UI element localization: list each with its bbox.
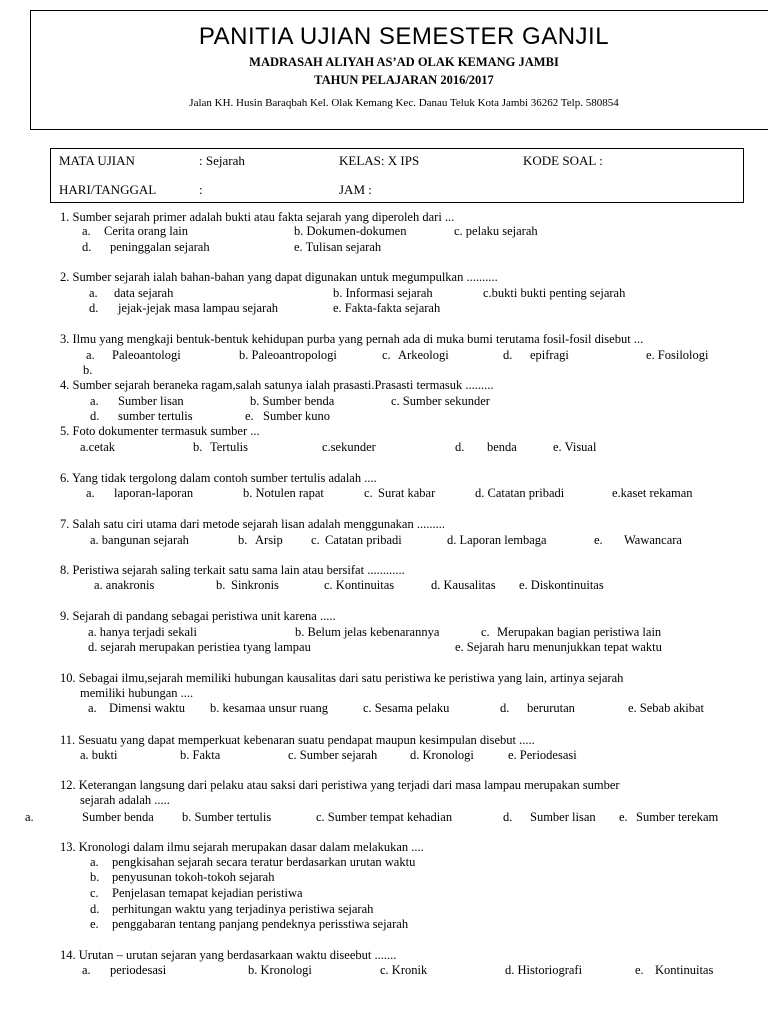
option: d.	[455, 440, 465, 454]
question-8-stem: 8. Peristiwa sejarah saling terkait satu sama lain atau bersifat ............	[60, 563, 405, 577]
option: penyusunan tokoh-tokoh sejarah	[112, 870, 275, 884]
exam-header-box	[30, 10, 768, 130]
option: Kontinuitas	[655, 963, 714, 977]
option: Sumber benda	[82, 810, 154, 824]
option: c. Sesama pelaku	[363, 701, 450, 715]
option: d. Kronologi	[410, 748, 474, 762]
option: Arkeologi	[398, 348, 449, 362]
question-10-stem: 10. Sebagai ilmu,sejarah memiliki hubungan kausalitas dari satu peristiwa ke peristiwa yang lain, artinya sejarah	[60, 671, 624, 685]
question-1-stem: 1. Sumber sejarah primer adalah bukti atau fakta sejarah yang diperoleh dari ...	[60, 210, 455, 224]
exam-info-box	[50, 148, 744, 203]
option: d.	[500, 701, 510, 715]
date-value: :	[199, 182, 203, 197]
option: d. Kausalitas	[431, 578, 496, 592]
option: d.	[89, 301, 99, 315]
option: Cerita orang lain	[104, 224, 188, 238]
option: c. Sumber sejarah	[288, 748, 378, 762]
option: Sinkronis	[231, 578, 279, 592]
option: perhitungan waktu yang terjadinya peristiwa sejarah	[112, 902, 374, 916]
option: c.	[481, 625, 490, 639]
option: jejak-jejak masa lampau sejarah	[118, 301, 278, 315]
question-13-stem: 13. Kronologi dalam ilmu sejarah merupakan dasar dalam melakukan ....	[60, 840, 424, 854]
option: e. Fakta-fakta sejarah	[333, 301, 441, 315]
option: e.	[619, 810, 628, 824]
option: b. Paleoantropologi	[239, 348, 337, 362]
option: d.	[90, 902, 100, 916]
option: a.	[82, 963, 91, 977]
option: e.	[635, 963, 644, 977]
option: laporan-laporan	[114, 486, 194, 500]
option: Sumber lisan	[530, 810, 596, 824]
option: a.	[89, 286, 98, 300]
option: e.kaset rekaman	[612, 486, 693, 500]
option: e.	[594, 533, 603, 547]
option: e.	[245, 409, 254, 423]
option: e. Sejarah haru menunjukkan tepat waktu	[455, 640, 662, 654]
option: periodesasi	[110, 963, 167, 977]
option: c. Kronik	[380, 963, 428, 977]
subject-label: MATA UJIAN	[59, 153, 135, 168]
option: e. Tulisan sejarah	[294, 240, 382, 254]
option: c.	[90, 886, 99, 900]
question-3-stem: 3. Ilmu yang mengkaji bentuk-bentuk kehidupan purba yang pernah ada di muka bumi terutama fosil-fosil disebut ...	[60, 332, 644, 346]
option: Paleoantologi	[112, 348, 181, 362]
school-address: Jalan KH. Husin Baraqbah Kel. Olak Kemang Kec. Danau Teluk Kota Jambi 36262 Telp. 580854	[189, 97, 619, 109]
question-4-stem: 4. Sumber sejarah beraneka ragam,salah satunya ialah prasasti.Prasasti termasuk .........	[60, 378, 494, 392]
question-9-stem: 9. Sejarah di pandang sebagai peristiwa unit karena .....	[60, 609, 336, 623]
option: b.	[193, 440, 203, 454]
time-label: JAM :	[339, 182, 372, 197]
option: b. Notulen rapat	[243, 486, 324, 500]
option: Penjelasan temapat kejadian peristiwa	[112, 886, 303, 900]
date-label: HARI/TANGGAL	[59, 182, 157, 197]
option: a.	[90, 394, 99, 408]
option: d. Catatan pribadi	[475, 486, 565, 500]
option: penggabaran tentang panjang pendeknya perisstiwa sejarah	[112, 917, 409, 931]
header-title: PANITIA UJIAN SEMESTER GANJIL	[198, 23, 610, 50]
option: Catatan pribadi	[325, 533, 402, 547]
academic-year: TAHUN PELAJARAN 2016/2017	[314, 73, 494, 87]
option: b. Sumber tertulis	[182, 810, 272, 824]
option: c.bukti bukti penting sejarah	[483, 286, 626, 300]
option: a.	[25, 810, 34, 824]
question-code-label: KODE SOAL :	[523, 153, 603, 168]
option: a.	[82, 224, 91, 238]
option: berurutan	[527, 701, 575, 715]
option: d. sejarah merupakan peristiea tyang lampau	[88, 640, 311, 654]
option: a.	[86, 348, 95, 362]
question-6-stem: 6. Yang tidak tergolong dalam contoh sumber tertulis adalah ....	[60, 471, 377, 485]
option: c.	[311, 533, 320, 547]
option: a.	[88, 701, 97, 715]
option: b. Kronologi	[248, 963, 312, 977]
option: b.	[90, 870, 100, 884]
option: c.sekunder	[322, 440, 376, 454]
option: a.	[90, 855, 99, 869]
option: c.	[364, 486, 373, 500]
question-7-stem: 7. Salah satu ciri utama dari metode sejarah lisan adalah menggunakan .........	[60, 517, 445, 531]
option: b.	[83, 363, 93, 377]
school-name: MADRASAH ALIYAH AS’AD OLAK KEMANG JAMBI	[249, 55, 559, 69]
option: c.	[382, 348, 391, 362]
option: e. Periodesasi	[508, 748, 577, 762]
option: Merupakan bagian peristiwa lain	[497, 625, 662, 639]
question-12-stem-continued: sejarah adalah .....	[80, 793, 170, 807]
option: b. Sumber benda	[250, 394, 335, 408]
option: c. Sumber sekunder	[391, 394, 490, 408]
option: a. bukti	[80, 748, 118, 762]
option: Sumber lisan	[118, 394, 184, 408]
question-14-stem: 14. Urutan – urutan sejaran yang berdasarkaan waktu diseebut .......	[60, 948, 397, 962]
option: peninggalan sejarah	[110, 240, 210, 254]
option: e. Diskontinuitas	[519, 578, 604, 592]
option: d. Historiografi	[505, 963, 583, 977]
question-5-stem: 5. Foto dokumenter termasuk sumber ...	[60, 424, 260, 438]
option: e. Fosilologi	[646, 348, 709, 362]
question-11-stem: 11. Sesuatu yang dapat memperkuat kebenaran suatu pendapat maupun kesimpulan disebut .....	[60, 733, 535, 747]
option: a. bangunan sejarah	[90, 533, 189, 547]
option: a.cetak	[80, 440, 116, 454]
option: d.	[90, 409, 100, 423]
option: a.	[86, 486, 95, 500]
option: Surat kabar	[378, 486, 436, 500]
option: Sumber kuno	[263, 409, 331, 423]
option: c. Sumber tempat kehadian	[316, 810, 453, 824]
question-10-stem-continued: memiliki hubungan ....	[80, 686, 194, 700]
option: b.	[238, 533, 248, 547]
option: data sejarah	[114, 286, 174, 300]
option: Wawancara	[624, 533, 682, 547]
option: Sumber terekam	[636, 810, 719, 824]
option: Tertulis	[210, 440, 249, 454]
option: d.	[82, 240, 92, 254]
option: c. Kontinuitas	[324, 578, 395, 592]
option: d.	[503, 348, 513, 362]
option: sumber tertulis	[118, 409, 193, 423]
option: e. Visual	[553, 440, 597, 454]
option: e.	[90, 917, 99, 931]
option: pengkisahan sejarah secara teratur berdasarkan urutan waktu	[112, 855, 416, 869]
option: b.	[216, 578, 226, 592]
option: d. Laporan lembaga	[447, 533, 547, 547]
option: b. Informasi sejarah	[333, 286, 433, 300]
option: b. kesamaa unsur ruang	[210, 701, 329, 715]
option: epifragi	[530, 348, 569, 362]
option: a. anakronis	[94, 578, 155, 592]
question-2-stem: 2. Sumber sejarah ialah bahan-bahan yang dapat digunakan untuk megumpulkan ..........	[60, 270, 498, 284]
option: b. Fakta	[180, 748, 221, 762]
option: c. pelaku sejarah	[454, 224, 538, 238]
question-12-stem: 12. Keterangan langsung dari pelaku atau saksi dari peristiwa yang terjadi dari masa lampau merupakan sumber	[60, 778, 620, 792]
option: b. Belum jelas kebenarannya	[295, 625, 440, 639]
option: b. Dokumen-dokumen	[294, 224, 407, 238]
class-label: KELAS: X IPS	[339, 153, 420, 168]
option: a. hanya terjadi sekali	[88, 625, 197, 639]
option: e. Sebab akibat	[628, 701, 705, 715]
subject-value: : Sejarah	[199, 153, 245, 168]
option: Arsip	[255, 533, 283, 547]
option: Dimensi waktu	[109, 701, 186, 715]
option: benda	[487, 440, 517, 454]
option: d.	[503, 810, 513, 824]
